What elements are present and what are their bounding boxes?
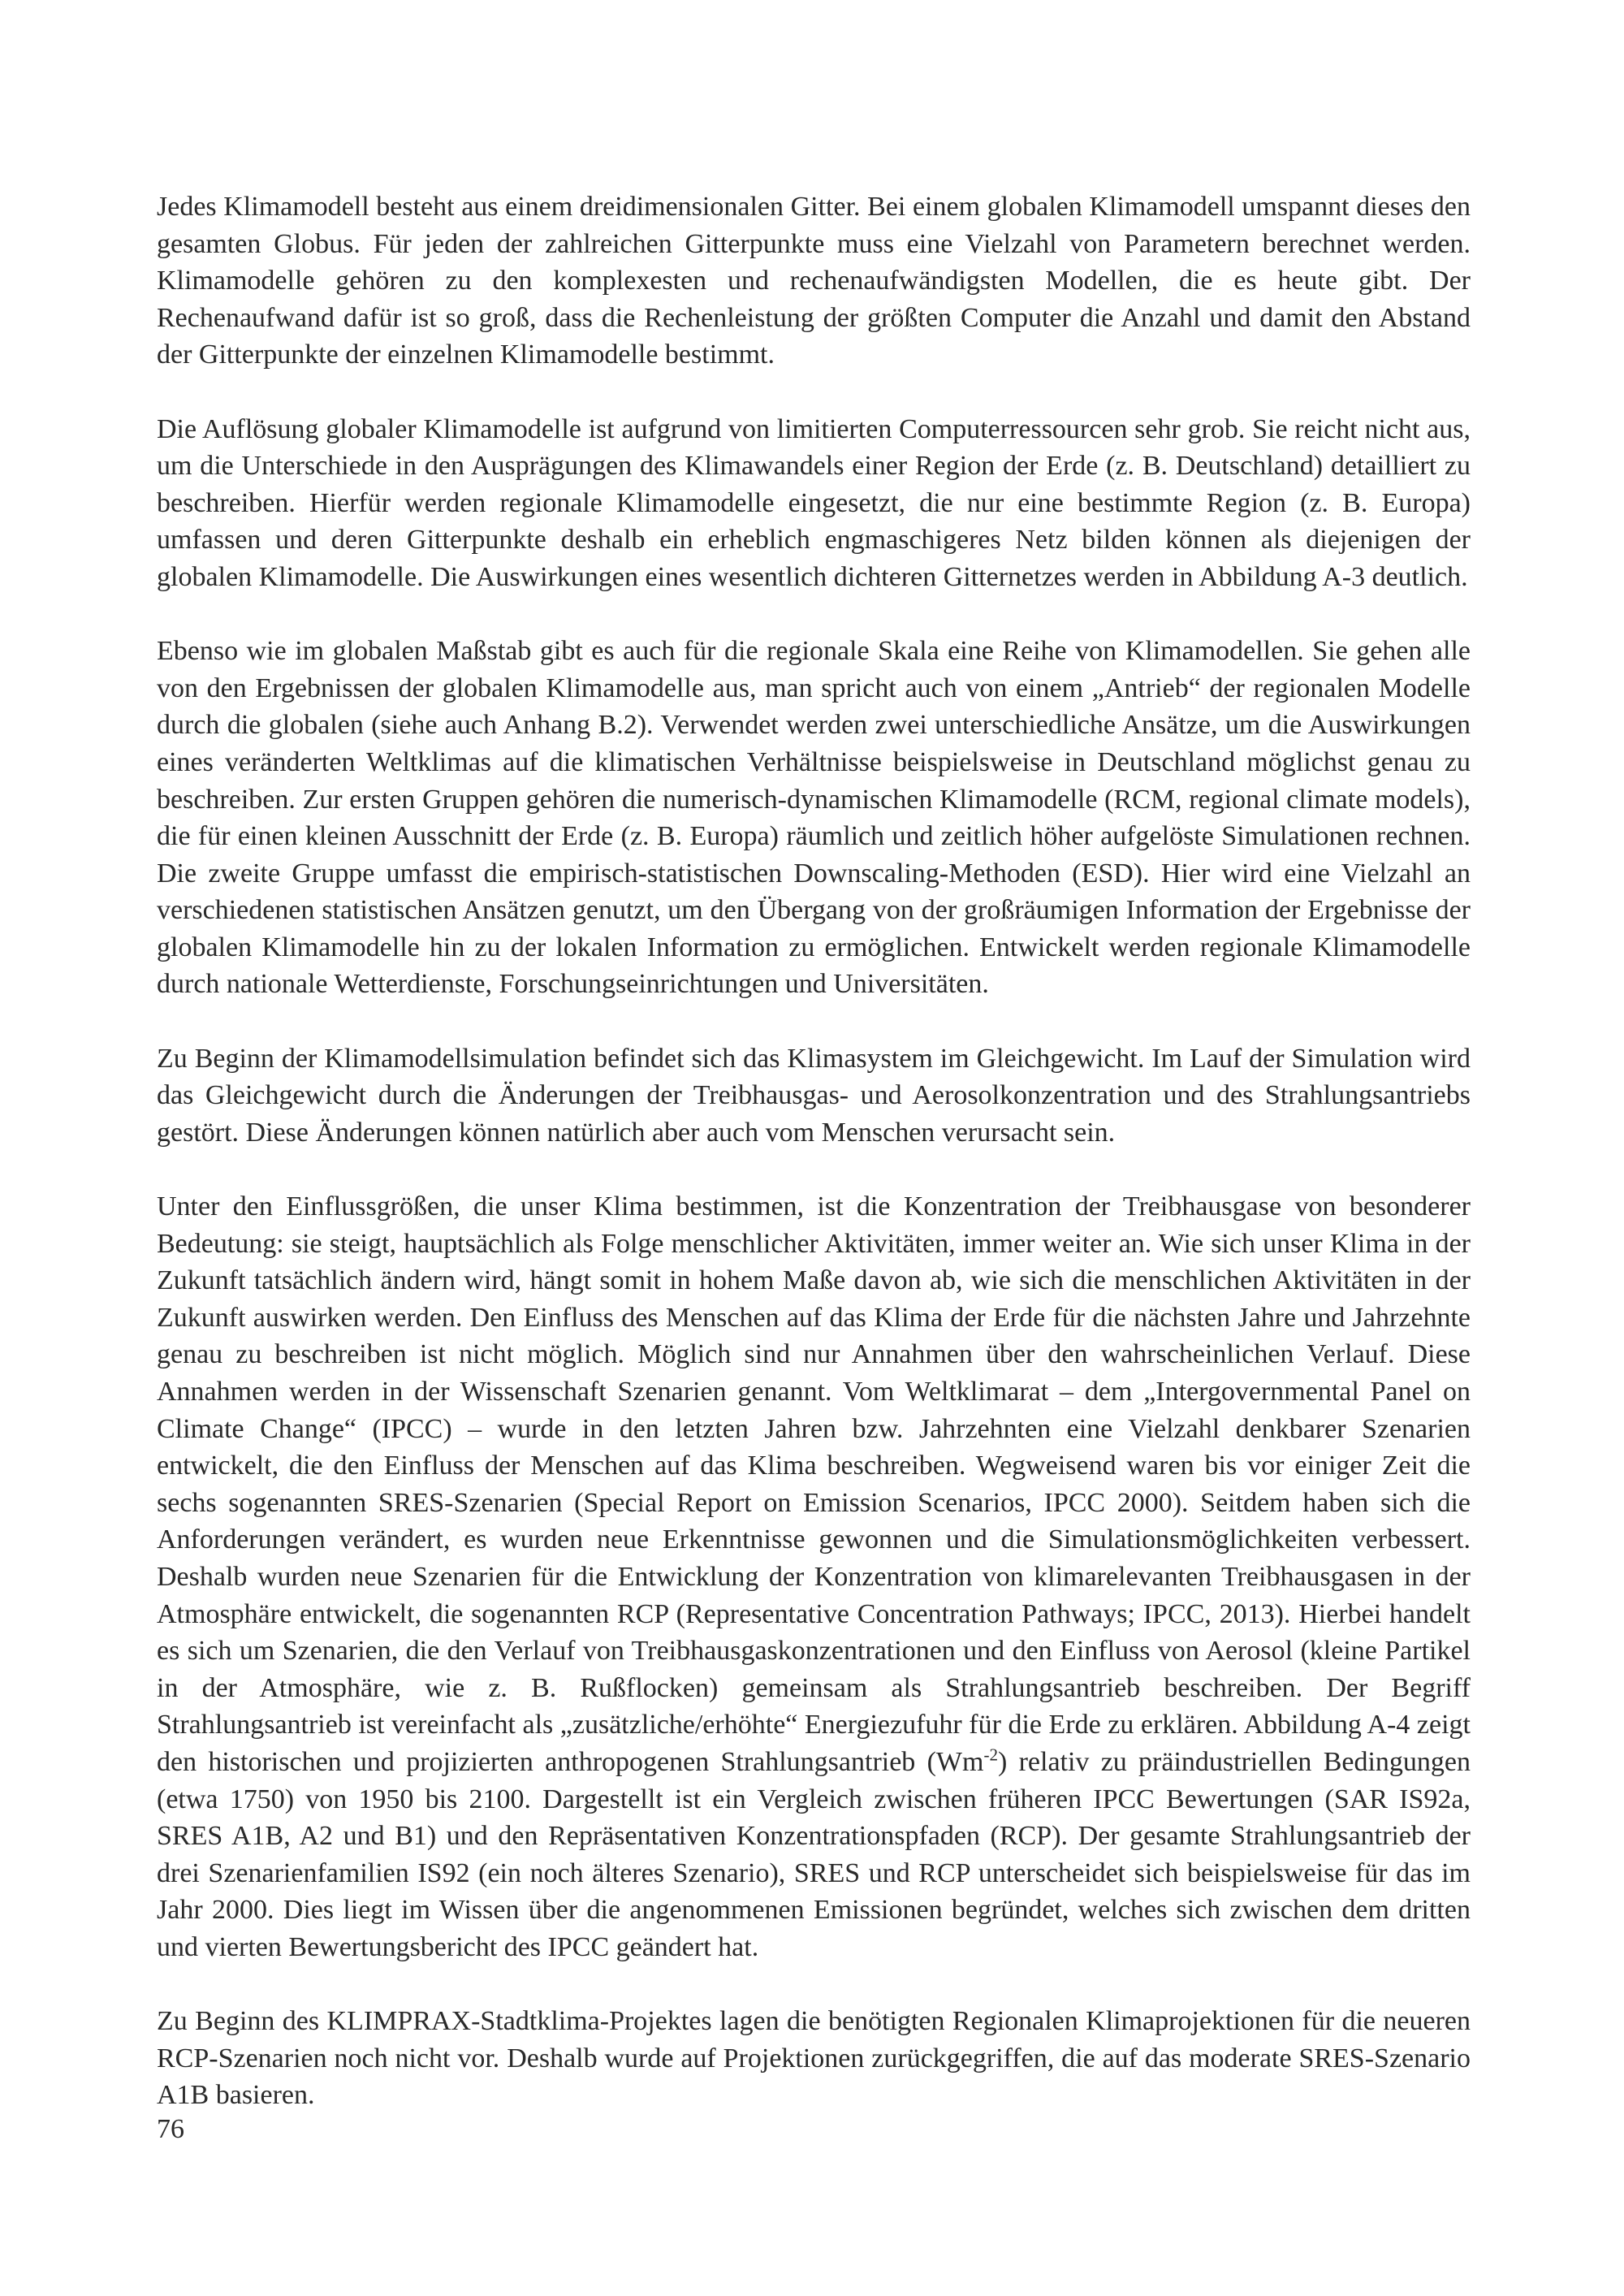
paragraph-climate-model-grid: Jedes Klimamodell besteht aus einem dreidimensionalen Gitter. Bei einem globalen Klimamodell umspannt dieses den gesamten Globus. Für jeden der zahlreichen Gitterpunkte muss eine Vielzahl von Parametern berechnet werden. Klimamodelle gehören zu den komplexesten und rechenaufwändigsten Modellen, die es heute gibt. Der Rechenaufwand dafür ist so groß, dass die Rechenleistung der größten Computer die Anzahl und damit den Abstand der Gitterpunkte der einzelnen Klimamodelle bestimmt. [157, 192, 1471, 370]
unit-superscript: -2 [983, 1745, 998, 1765]
paragraph-klimprax: Zu Beginn des KLIMPRAX-Stadtklima-Projektes lagen die benötigten Regionalen Klimaprojektionen für die neueren RCP-Szenarien noch nicht vor. Deshalb wurde auf Projektionen zurückgegriffen, die auf das moderate SRES-Szenario A1B basieren. [157, 2006, 1471, 2111]
body-text [157, 188, 1471, 2114]
paragraph-scenarios-text: Unter den Einflussgrößen, die unser Klima bestimmen, ist die Konzentration der Treibhausgase von besonderer Bedeutung: sie steigt, hauptsächlich als Folge menschlicher Aktivitäten, immer weiter an. Wie sich unser Klima in der Zukunft tatsächlich ändern wird, hängt somit in hohem Maße davon ab, wie sich die menschlichen Aktivitäten in der Zukunft auswirken werden. Den Einfluss des Menschen auf das Klima der Erde für die nächsten Jahre und Jahrzehnte genau zu beschreiben ist nicht möglich. Möglich sind nur Annahmen über den wahrscheinlichen Verlauf. Diese Annahmen werden in der Wissenschaft Szenarien genannt. Vom Weltklimarat – dem „Intergovernmental Panel on Climate Change“ (IPCC) – wurde in den letzten Jahren bzw. Jahrzehnten eine Vielzahl denkbarer Szenarien entwickelt, die den Einfluss der Menschen auf das Klima beschreiben. Wegweisend waren bis vor einiger Zeit die sechs sogenannten SRES-Szenarien (Special Report on Emission Scenarios, IPCC 2000). Seitdem haben sich die Anforderungen verändert, es wurden neue Erkenntnisse gewonnen und die Simulationsmöglichkeiten verbessert. Deshalb wurden neue Szenarien für die Entwicklung der Konzentration von klimarelevanten Treibhausgasen in der Atmosphäre entwickelt, die sogenannten RCP (Representative Concentration Pathways; IPCC, 2013). Hierbei handelt es sich um Szenarien, die den Verlauf von Treibhausgaskonzentrationen und den Einfluss von Aerosol (kleine Partikel in der Atmosphäre, wie z. B. Rußflocken) gemeinsam als Strahlungsantrieb beschreiben. Der Begriff Strahlungsantrieb ist vereinfacht als „zusätzliche/erhöhte“ Energiezufuhr für die Erde zu erklären. Abbildung A-4 zeigt den historischen und projizierten anthropogenen Strahlungsantrieb (Wm [157, 1191, 1471, 1777]
paragraph-resolution: Die Auflösung globaler Klimamodelle ist aufgrund von limitierten Computerressourcen sehr grob. Sie reicht nicht aus, um die Unterschiede in den Ausprägungen des Klimawandels einer Region der Erde (z. B. Deutschland) detailliert zu beschreiben. Hierfür werden regionale Klimamodelle eingesetzt, die nur eine bestimmte Region (z. B. Europa) umfassen und deren Gitterpunkte deshalb ein erheblich engmaschigeres Netz bilden können als diejenigen der globalen Klimamodelle. Die Auswirkungen eines wesentlich dichteren Gitternetzes werden in Abbildung A-3 deutlich. [157, 413, 1471, 592]
paragraph-regional-models: Ebenso wie im globalen Maßstab gibt es auch für die regionale Skala eine Reihe von Klimamodellen. Sie gehen alle von den Ergebnissen der globalen Klimamodelle aus, man spricht auch von einem „Antrieb“ der regionalen Modelle durch die globalen (siehe auch Anhang B.2). Verwendet werden zwei unterschiedliche Ansätze, um die Auswirkungen eines veränderten Weltklimas auf die klimatischen Verhältnisse beispielsweise in Deutschland möglichst genau zu beschreiben. Zur ersten Gruppen gehören die numerisch-dynamischen Klimamodelle (RCM, regional climate models), die für einen kleinen Ausschnitt der Erde (z. B. Europa) räumlich und zeitlich höher aufgelöste Simulationen rechnen. Die zweite Gruppe umfasst die empirisch-statistischen Downscaling-Methoden (ESD). Hier wird eine Vielzahl an verschiedenen statistischen Ansätzen genutzt, um den Übergang von der großräumigen Information der Ergebnisse der globalen Klimamodelle hin zu der lokalen Information zu ermöglichen. Entwickelt werden regionale Klimamodelle durch nationale Wetterdienste, Forschungseinrichtungen und Universitäten. [157, 636, 1471, 1000]
paragraph-scenarios [157, 1188, 1471, 1965]
page-number: 76 [157, 2114, 184, 2144]
paragraph-simulation-start: Zu Beginn der Klimamodellsimulation befindet sich das Klimasystem im Gleichgewicht. Im Lauf der Simulation wird das Gleichgewicht durch die Änderungen der Treibhausgas- und Aerosolkonzentration und des Strahlungsantriebs gestört. Diese Änderungen können natürlich aber auch vom Menschen verursacht sein. [157, 1043, 1471, 1148]
paragraph-scenarios-continuation: ) relativ zu präindustriellen Bedingungen (etwa 1750) von 1950 bis 2100. Dargestellt ist ein Vergleich zwischen früheren IPCC Bewertungen (SAR IS92a, SRES A1B, A2 und B1) und den Repräsentativen Konzentrationspfaden (RCP). Der gesamte Strahlungsantrieb der drei Szenarienfamilien IS92 (ein noch älteres Szenario), SRES und RCP unterscheidet sich beispielsweise für das im Jahr 2000. Dies liegt im Wissen über die angenommenen Emissionen begründet, welches sich zwischen dem dritten und vierten Bewertungsbericht des IPCC geändert hat. [157, 1746, 1471, 1962]
